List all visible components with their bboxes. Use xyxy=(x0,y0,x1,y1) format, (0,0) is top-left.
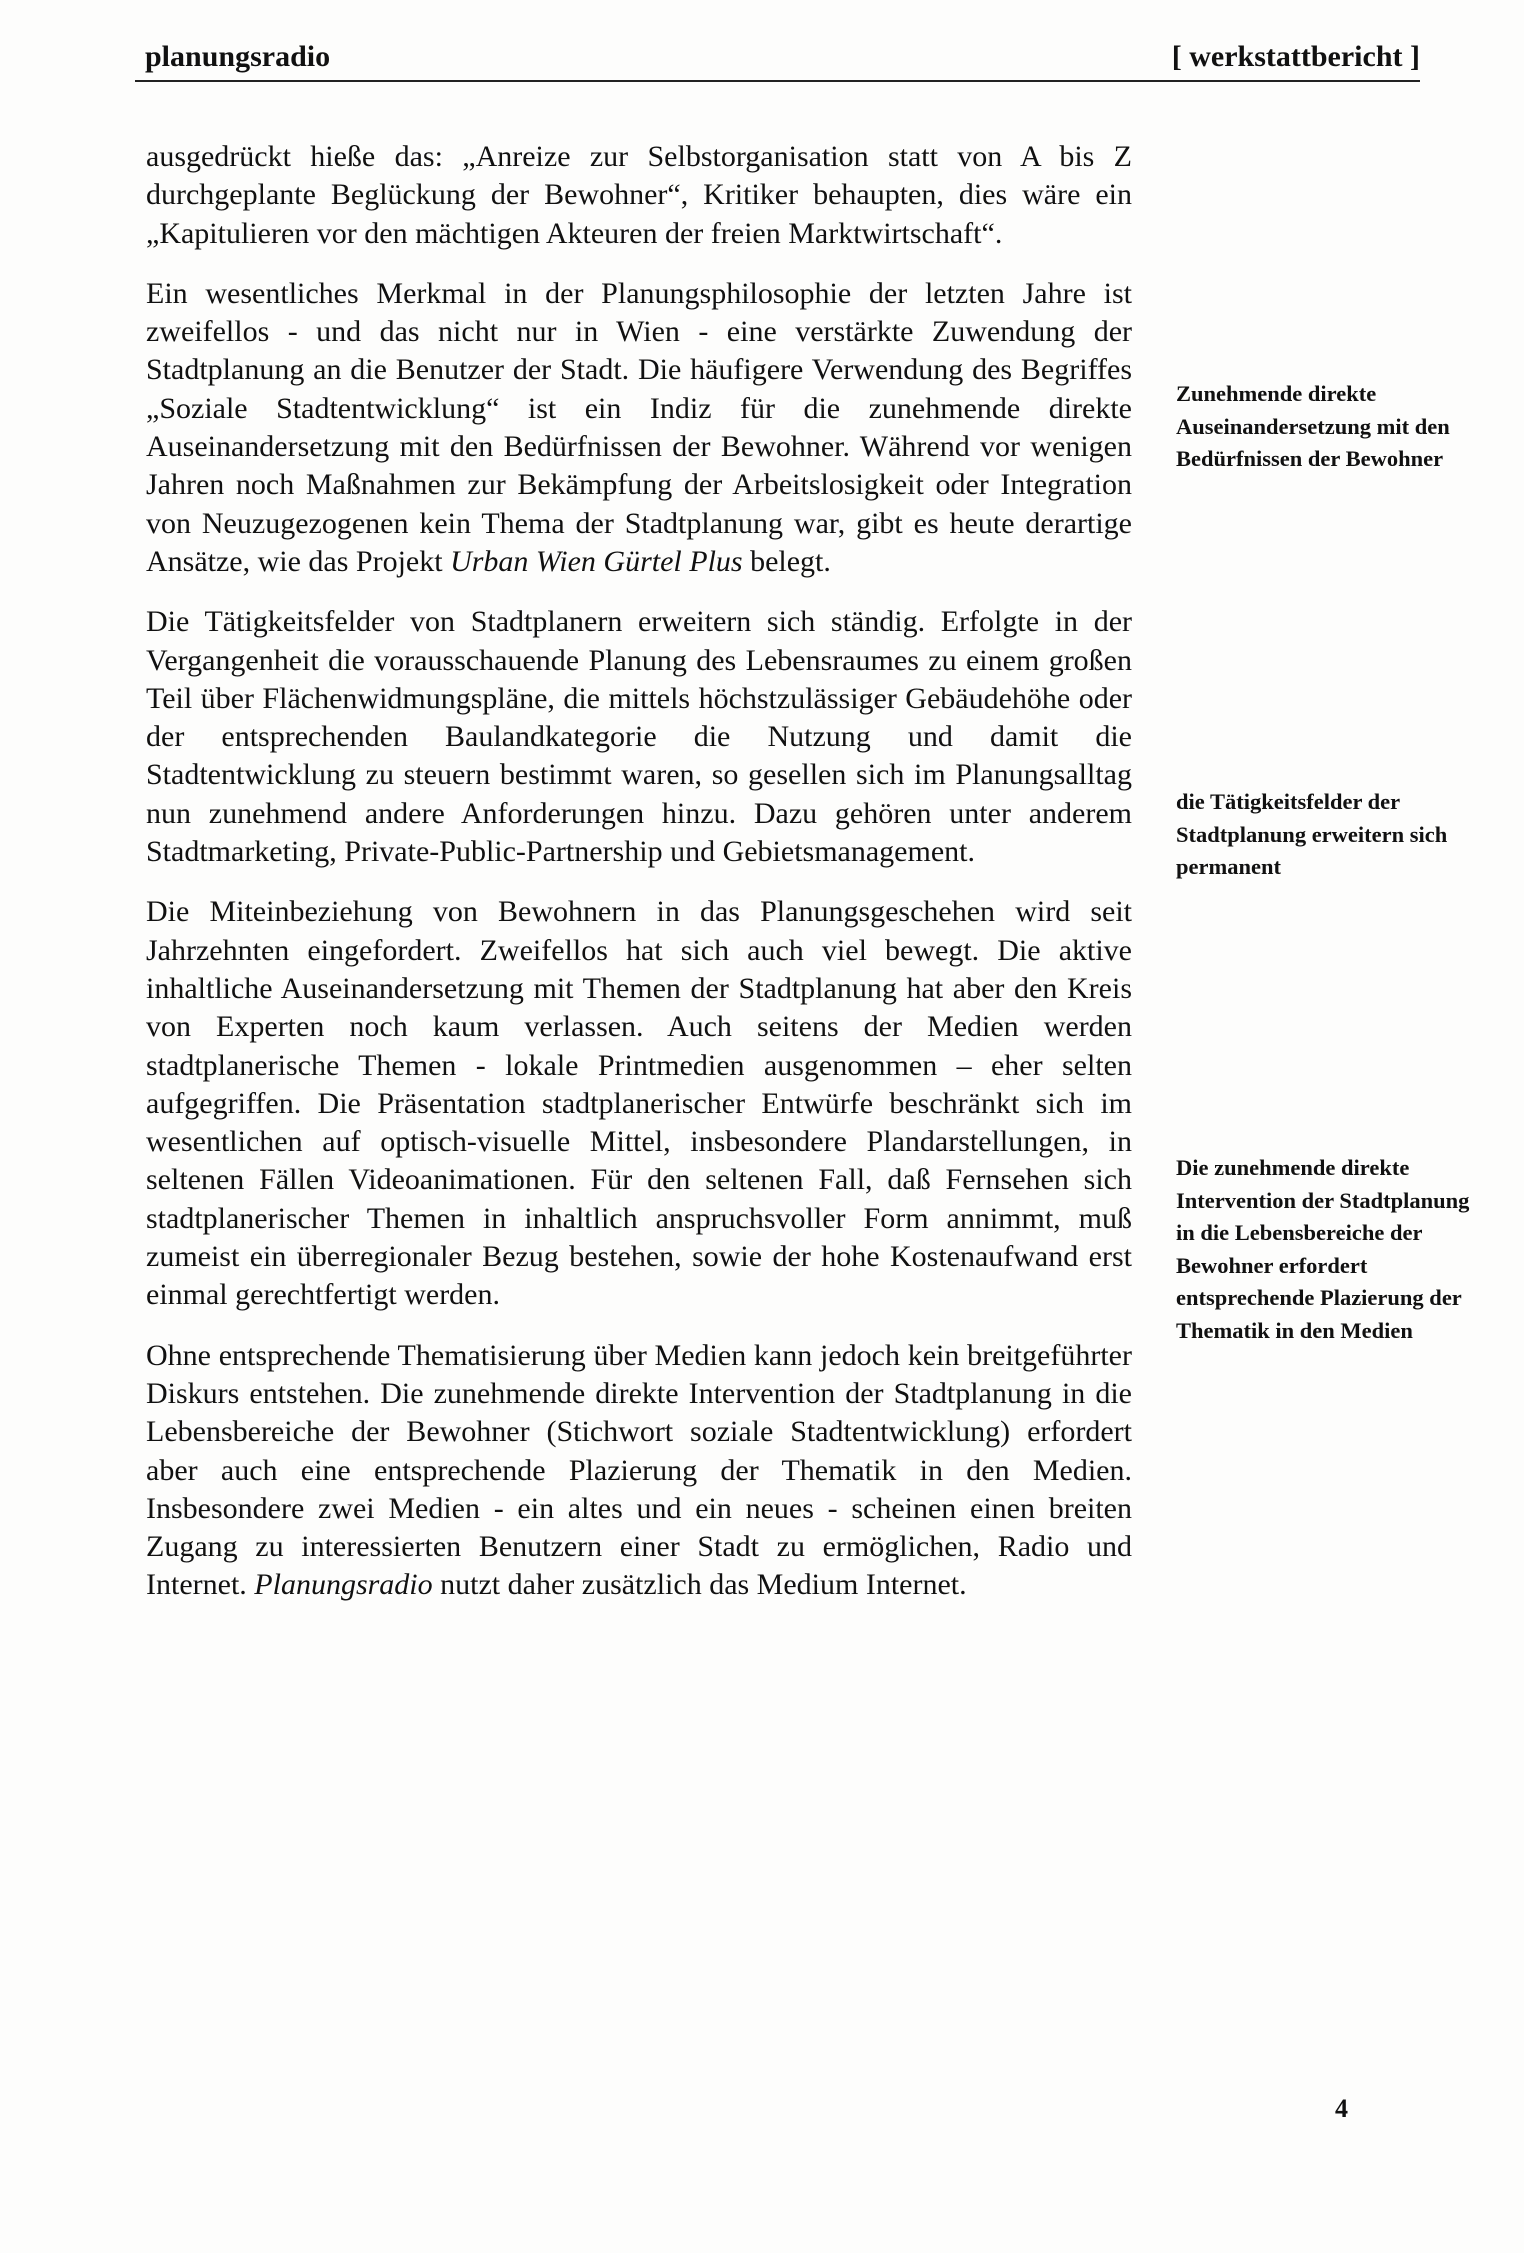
text-run: Ohne entsprechende Thematisierung über Medien kann jedoch kein breitgeführter Diskurs entstehen. Die zunehmende direkte Intervention der Stadtplanung in die Lebensbereiche der Bewohner (Stichwort soziale Stadtentwicklung) erfordert aber auch eine entsprechende Plazierung der Thematik in den Medien. Insbesondere zwei Medien - ein altes und ein neues - scheinen einen breiten Zugang zu interessierten Benutzern einer Stadt zu ermöglichen, Radio und Internet. xyxy=(146,1338,1132,1602)
margin-note-1: Zunehmende direkte Auseinandersetzung mit den Bedürfnissen der Bewohner xyxy=(1176,381,1450,471)
page-number: 4 xyxy=(1335,2094,1348,2123)
text-run: ausgedrückt hieße das: „Anreize zur Selbstorganisation statt von A bis Z durchgeplante Beglückung der Bewohner“, Kritiker behaupten, dies wäre ein „Kapitulieren vor den mächtigen Akteuren der freien Marktwirtschaft“. xyxy=(146,140,1132,250)
header-rule xyxy=(135,80,1420,82)
paragraph xyxy=(146,603,1132,871)
margin-note-2: die Tätigkeitsfelder der Stadtplanung erweitern sich permanent xyxy=(1176,789,1448,879)
italic-text: Planungsradio xyxy=(254,1568,433,1602)
header-title: planungsradio xyxy=(145,40,331,73)
text-run: Die Tätigkeitsfelder von Stadtplanern erweitern sich ständig. Erfolgte in der Vergangenheit die vorausschauende Planung des Lebensraumes zu einem großen Teil über Flächenwidmungspläne, die mittels höchstzulässiger Gebäudehöhe oder der entsprechenden Baulandkategorie die Nutzung und damit die Stadtentwicklung zu steuern bestimmt waren, so gesellen sich im Planungsalltag nun zunehmend andere Anforderungen hinzu. Dazu gehören unter anderem Stadtmarketing, Private-Public-Partnership und Gebietsmanagement. xyxy=(146,605,1132,869)
italic-text: Urban Wien Gürtel Plus xyxy=(450,544,743,578)
text-run: nutzt daher zusätzlich das Medium Internet. xyxy=(432,1568,967,1602)
paragraph xyxy=(146,1337,1132,1605)
margin-note-3: Die zunehmende direkte Intervention der Stadtplanung in die Lebensbereiche der Bewohner erfordert entsprechende Plazierung der Thematik in den Medien xyxy=(1176,1155,1470,1343)
page-header xyxy=(135,36,1420,84)
body-text xyxy=(146,138,1132,1627)
paragraph xyxy=(146,138,1132,253)
header-section: [ werkstattbericht ] xyxy=(1171,40,1420,73)
paragraph xyxy=(146,893,1132,1314)
paragraph xyxy=(146,275,1132,581)
text-run: Die Miteinbeziehung von Bewohnern in das Planungsgeschehen wird seit Jahrzehnten eingefordert. Zweifellos hat sich auch viel bewegt. Die aktive inhaltliche Auseinandersetzung mit Themen der Stadtplanung hat aber den Kreis von Experten noch kaum verlassen. Auch seitens der Medien werden stadtplanerische Themen - lokale Printmedien ausgenommen – eher selten aufgegriffen. Die Präsentation stadtplanerischer Entwürfe beschränkt sich im wesentlichen auf optisch-visuelle Mittel, insbesondere Plandarstellungen, in seltenen Fällen Videoanimationen. Für den seltenen Fall, daß Fernsehen sich stadtplanerischer Themen in inhaltlich anspruchsvoller Form annimmt, muß zumeist ein überregionaler Bezug bestehen, sowie der hohe Kostenaufwand erst einmal gerechtfertigt werden. xyxy=(146,895,1132,1312)
text-run: Ein wesentliches Merkmal in der Planungsphilosophie der letzten Jahre ist zweifellos - und das nicht nur in Wien - eine verstärkte Zuwendung der Stadtplanung an die Benutzer der Stadt. Die häufigere Verwendung des Begriffes „Soziale Stadtentwicklung“ ist ein Indiz für die zunehmende direkte Auseinandersetzung mit den Bedürfnissen der Bewohner. Während vor wenigen Jahren noch Maßnahmen zur Bekämpfung der Arbeitslosigkeit oder Integration von Neuzugezogenen kein Thema der Stadtplanung war, gibt es heute derartige Ansätze, wie das Projekt xyxy=(146,276,1132,578)
text-run: belegt. xyxy=(742,544,831,578)
